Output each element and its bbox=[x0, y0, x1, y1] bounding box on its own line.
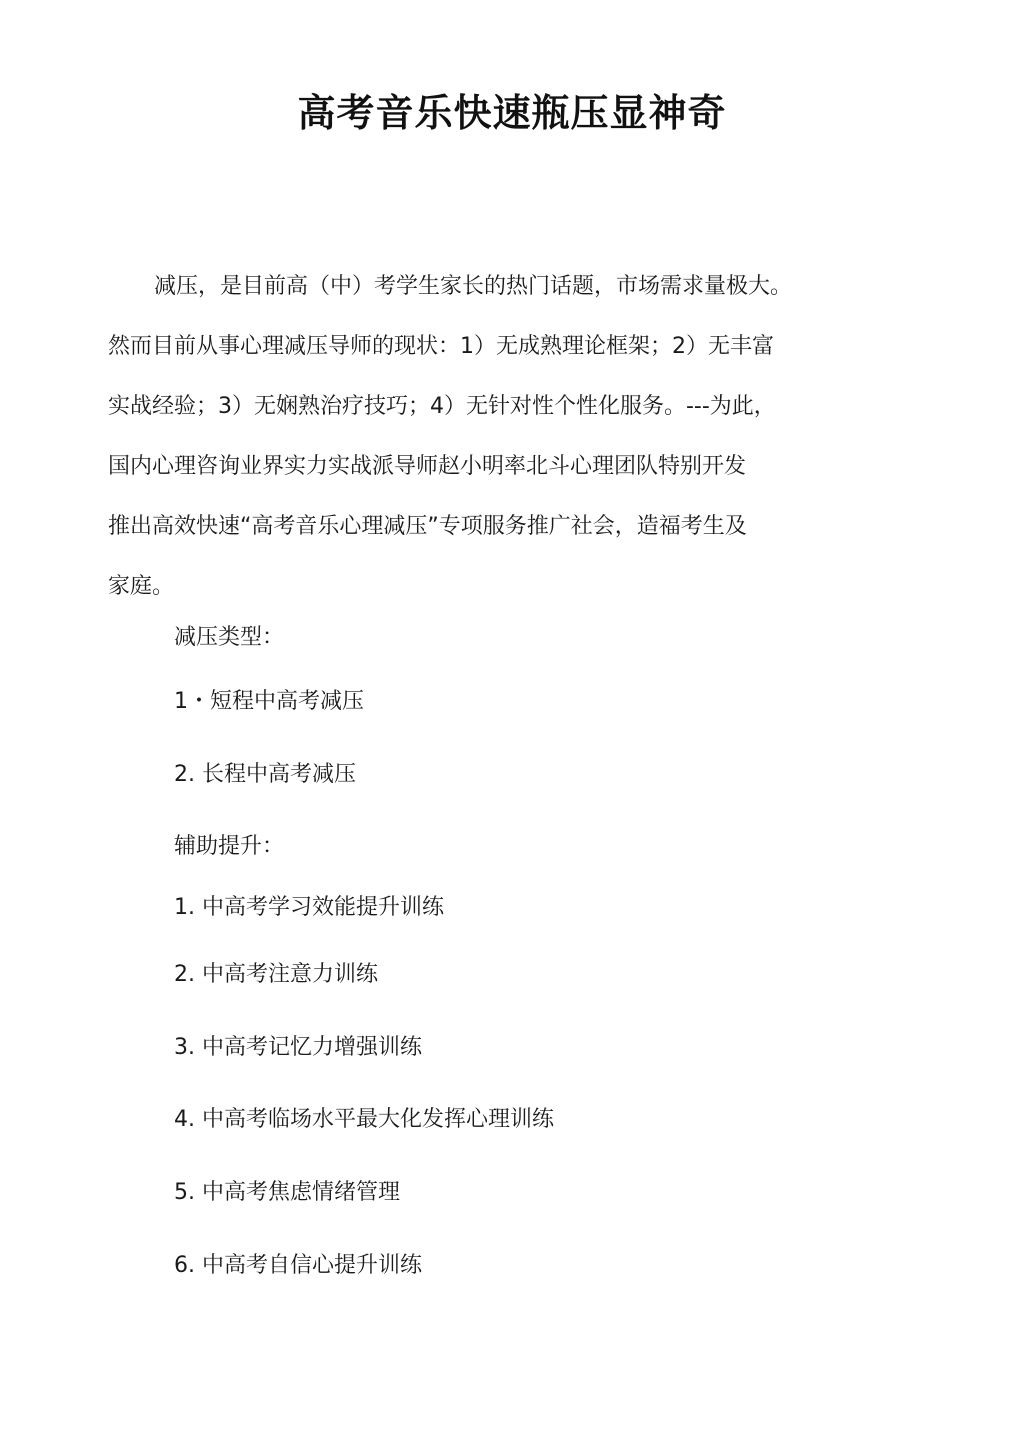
intro-line: 推出高效快速“高考音乐心理减压”专项服务推广社会，造福考生及 bbox=[108, 514, 747, 539]
intro-line: 实战经验；3）无娴熟治疗技巧；4）无针对性个性化服务。---为此， bbox=[108, 394, 776, 419]
list-item: 6. 中高考自信心提升训练 bbox=[174, 1253, 422, 1278]
list-item: 1・短程中高考减压 bbox=[174, 689, 364, 714]
list-item: 3. 中高考记忆力增强训练 bbox=[174, 1035, 422, 1060]
list-item: 2. 长程中高考减压 bbox=[174, 762, 356, 787]
list-item: 2. 中高考注意力训练 bbox=[174, 962, 378, 987]
list-item: 1. 中高考学习效能提升训练 bbox=[174, 895, 444, 920]
list-item: 4. 中高考临场水平最大化发挥心理训练 bbox=[174, 1107, 554, 1132]
intro-paragraph bbox=[108, 257, 868, 617]
intro-line: 国内心理咨询业界实力实战派导师赵小明率北斗心理团队特别开发 bbox=[108, 454, 747, 479]
intro-line: 家庭。 bbox=[108, 574, 175, 599]
list-item: 5. 中高考焦虑情绪管理 bbox=[174, 1180, 400, 1205]
document-title: 高考音乐快速瓶压显神奇 bbox=[297, 90, 727, 135]
intro-line: 减压，是目前高（中）考学生家长的热门话题，市场需求量极大。 bbox=[154, 274, 793, 299]
section-heading-auxiliary-improvement: 辅助提升： bbox=[174, 834, 285, 859]
intro-line: 然而目前从事心理减压导师的现状：1）无成熟理论框架；2）无丰富 bbox=[108, 334, 774, 359]
section-heading-decompression-types: 减压类型： bbox=[174, 625, 285, 650]
